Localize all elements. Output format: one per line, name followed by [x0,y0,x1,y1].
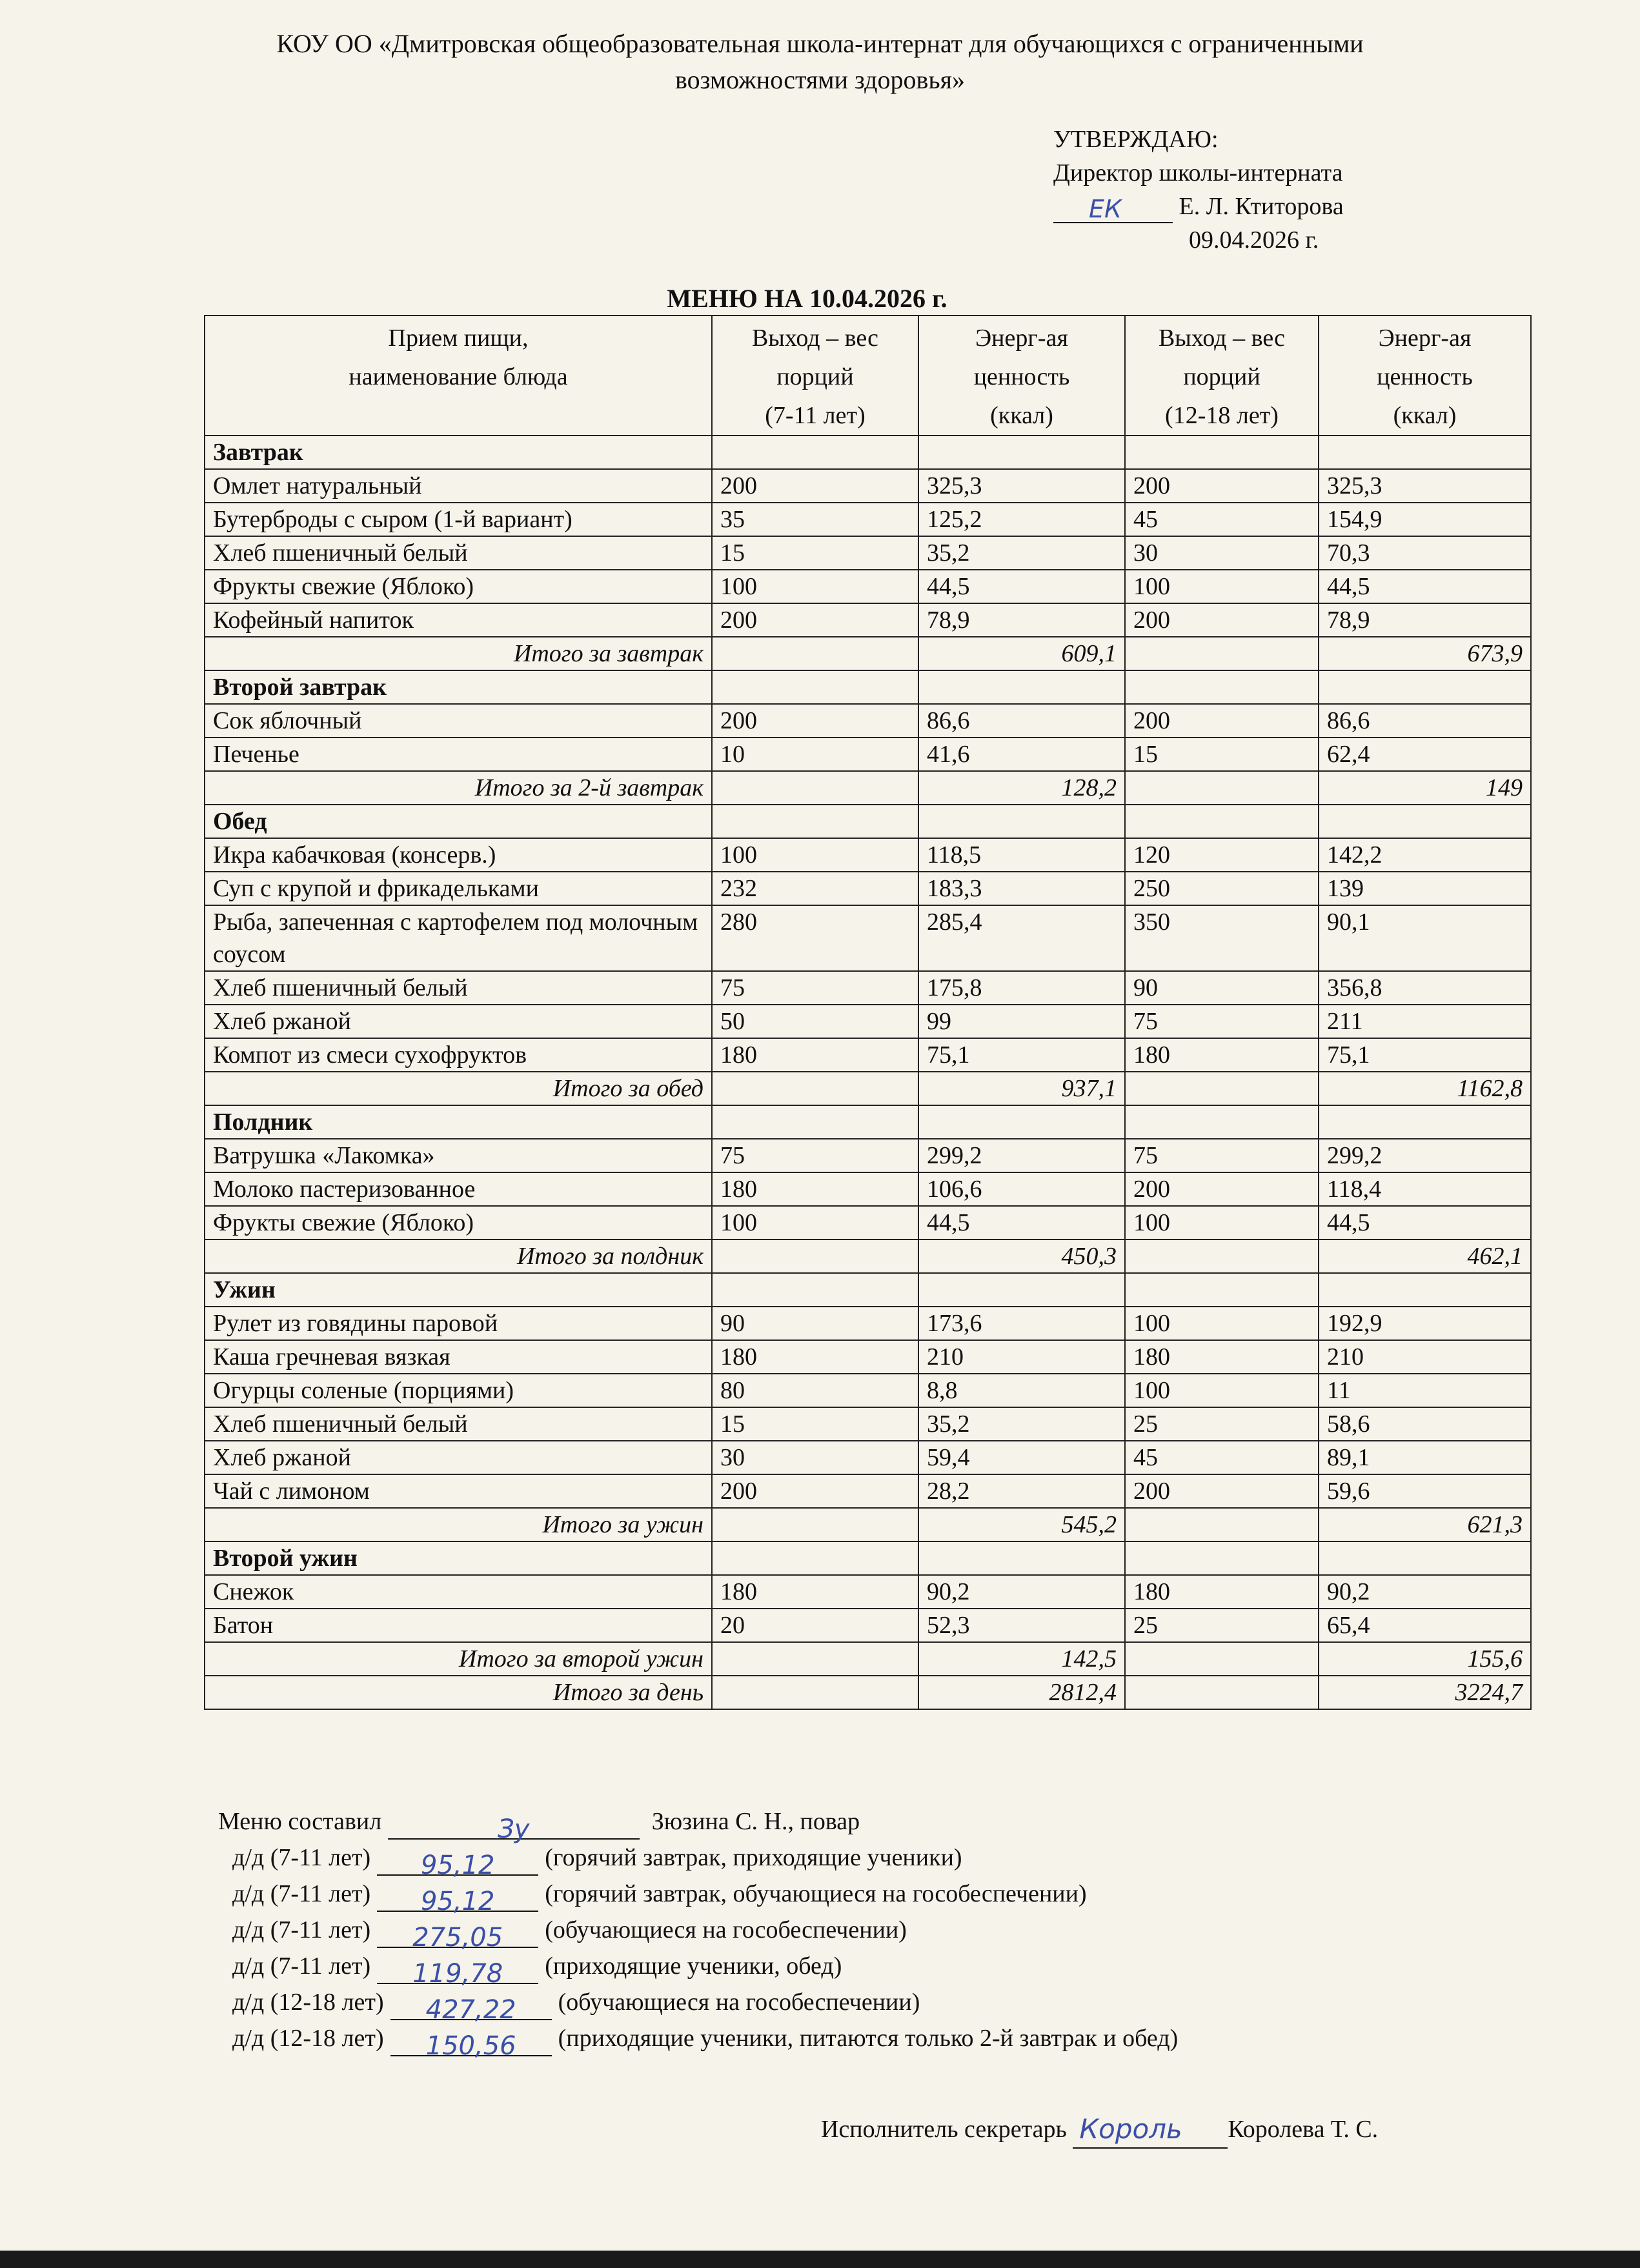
composer-row [218,1803,1178,1844]
table-row [205,1441,1531,1474]
table-row [205,1609,1531,1642]
weight-young: 50 [712,1005,918,1038]
executor-row [821,2110,1378,2149]
table-row [205,704,1531,738]
header-weight-old [1125,316,1319,436]
table-row [205,503,1531,536]
daily-cost-value: 150,56 [425,2031,516,2061]
total-energy-old: 462,1 [1319,1239,1531,1273]
energy-old: 59,6 [1319,1474,1531,1508]
header-weight-young-line-2: порций [776,363,854,390]
weight-old: 25 [1125,1609,1319,1642]
weight-young: 90 [712,1307,918,1340]
director-name: Е. Л. Ктиторова [1179,193,1344,220]
energy-young: 175,8 [918,971,1125,1005]
weight-old: 100 [1125,1307,1319,1340]
energy-old: 192,9 [1319,1307,1531,1340]
menu-title: МЕНЮ НА 10.04.2026 г. [667,284,947,313]
org-line-1: КОУ ОО «Дмитровская общеобразовательная школа-интернат для обучающихся с ограниченными [276,29,1364,58]
daily-cost-value: 95,12 [420,1887,495,1916]
composer-label: Меню составил [218,1808,382,1835]
weight-old: 200 [1125,469,1319,503]
weight-young: 30 [712,1441,918,1474]
weight-young: 200 [712,469,918,503]
dish-name: Хлеб пшеничный белый [205,1407,712,1441]
total-energy-young: 128,2 [918,771,1125,805]
table-row [205,738,1531,771]
section-header-row [205,805,1531,838]
weight-old: 120 [1125,838,1319,872]
table-row [205,1038,1531,1072]
energy-old: 142,2 [1319,838,1531,872]
energy-young: 44,5 [918,570,1125,603]
empty-cell [918,1541,1125,1575]
header-energy-old-line-3: (ккал) [1393,402,1457,429]
section-header-row [205,1273,1531,1307]
dish-name: Чай с лимоном [205,1474,712,1508]
empty-cell [1125,1072,1319,1105]
section-header-row [205,1105,1531,1139]
energy-old: 44,5 [1319,570,1531,603]
empty-cell [1319,1541,1531,1575]
weight-young: 180 [712,1340,918,1374]
total-energy-old: 621,3 [1319,1508,1531,1541]
daily-cost-rows [218,1840,1179,2061]
table-row [205,1407,1531,1441]
energy-young: 183,3 [918,872,1125,905]
day-total-energy-young: 2812,4 [918,1676,1125,1709]
dish-name: Печенье [205,738,712,771]
empty-cell [918,1105,1125,1139]
footer-block [218,1803,1179,2061]
total-label: Итого за полдник [205,1239,712,1273]
empty-cell [1125,637,1319,670]
dish-name: Компот из смеси сухофруктов [205,1038,712,1072]
energy-old: 139 [1319,872,1531,905]
table-row [205,1307,1531,1340]
dish-name: Огурцы соленые (порциями) [205,1374,712,1407]
dish-name: Кофейный напиток [205,603,712,637]
weight-young: 280 [712,905,918,971]
daily-cost-value: 119,78 [412,1959,503,1989]
weight-young: 10 [712,738,918,771]
total-label: Итого за 2-й завтрак [205,771,712,805]
energy-old: 11 [1319,1374,1531,1407]
total-label: Итого за ужин [205,1508,712,1541]
weight-old: 180 [1125,1340,1319,1374]
daily-cost-note: (приходящие ученики, обед) [545,1952,842,1980]
daily-cost-value-line [390,2027,552,2061]
total-label: Итого за завтрак [205,637,712,670]
header-energy-young-line-3: (ккал) [990,402,1053,429]
total-energy-old: 149 [1319,771,1531,805]
energy-old: 118,4 [1319,1172,1531,1206]
executor-signature-line [1073,2113,1228,2149]
total-energy-young: 937,1 [918,1072,1125,1105]
header-dish-line-2: наименование блюда [349,363,568,390]
daily-cost-row [218,1912,1178,1952]
daily-cost-note: (обучающиеся на гособеспечении) [545,1916,907,1943]
weight-young: 15 [712,536,918,570]
energy-old: 78,9 [1319,603,1531,637]
weight-old: 200 [1125,1474,1319,1508]
daily-cost-label: д/д (7-11 лет) [232,1916,371,1943]
empty-cell [712,637,918,670]
empty-cell [712,670,918,704]
header-weight-old-line-3: (12-18 лет) [1165,402,1279,429]
weight-young: 200 [712,1474,918,1508]
daily-cost-row [218,1984,1178,2025]
approval-date: 09.04.2026 г. [1189,226,1319,254]
weight-young: 200 [712,704,918,738]
empty-cell [712,805,918,838]
energy-young: 35,2 [918,1407,1125,1441]
dish-name: Молоко пастеризованное [205,1172,712,1206]
energy-old: 58,6 [1319,1407,1531,1441]
director-signature-line [1053,196,1173,223]
empty-cell [1125,1105,1319,1139]
dish-name: Хлеб ржаной [205,1005,712,1038]
empty-cell [712,1541,918,1575]
energy-young: 52,3 [918,1609,1125,1642]
table-row [205,1474,1531,1508]
weight-young: 100 [712,570,918,603]
energy-old: 75,1 [1319,1038,1531,1072]
energy-old: 154,9 [1319,503,1531,536]
empty-cell [712,436,918,469]
total-energy-young: 609,1 [918,637,1125,670]
energy-old: 70,3 [1319,536,1531,570]
energy-old: 211 [1319,1005,1531,1038]
daily-cost-label: д/д (7-11 лет) [232,1844,371,1871]
energy-young: 41,6 [918,738,1125,771]
energy-old: 62,4 [1319,738,1531,771]
empty-cell [1125,1273,1319,1307]
table-row [205,536,1531,570]
empty-cell [712,1676,918,1709]
weight-young: 15 [712,1407,918,1441]
header-dish [205,316,712,436]
table-row [205,971,1531,1005]
weight-young: 75 [712,1139,918,1172]
daily-cost-label: д/д (12-18 лет) [232,2025,384,2052]
table-row [205,838,1531,872]
day-total-row [205,1676,1531,1709]
energy-young: 299,2 [918,1139,1125,1172]
approval-block [1053,123,1344,257]
weight-young: 180 [712,1038,918,1072]
section-header-row [205,670,1531,704]
header-weight-young [712,316,918,436]
section-header-row [205,436,1531,469]
weight-old: 100 [1125,570,1319,603]
weight-old: 250 [1125,872,1319,905]
empty-cell [712,771,918,805]
executor-name: Королева Т. С. [1228,2116,1379,2143]
section-total-row [205,771,1531,805]
section-name: Полдник [205,1105,712,1139]
empty-cell [1125,805,1319,838]
dish-name: Икра кабачковая (консерв.) [205,838,712,872]
daily-cost-row [218,1840,1178,1880]
energy-young: 59,4 [918,1441,1125,1474]
weight-old: 25 [1125,1407,1319,1441]
daily-cost-value-line [377,1882,538,1916]
daily-cost-note: (горячий завтрак, приходящие ученики) [545,1844,962,1871]
section-header-row [205,1541,1531,1575]
section-total-row [205,637,1531,670]
table-row [205,1340,1531,1374]
director-signature: ЕК [1089,195,1122,223]
energy-old: 90,1 [1319,905,1531,971]
dish-name: Фрукты свежие (Яблоко) [205,1206,712,1239]
weight-old: 350 [1125,905,1319,971]
empty-cell [1319,436,1531,469]
composer-signature: Зу [498,1814,530,1844]
header-weight-young-line-1: Выход – вес [751,325,879,352]
empty-cell [712,1072,918,1105]
energy-old: 299,2 [1319,1139,1531,1172]
org-line-2: возможностями здоровья» [675,65,965,94]
energy-young: 125,2 [918,503,1125,536]
weight-young: 100 [712,1206,918,1239]
daily-cost-value-line [377,1846,538,1880]
weight-young: 232 [712,872,918,905]
energy-old: 325,3 [1319,469,1531,503]
day-total-label: Итого за день [205,1676,712,1709]
daily-cost-note: (горячий завтрак, обучающиеся на гособеспечении) [545,1880,1087,1907]
executor-signature: Король [1079,2113,1182,2145]
weight-old: 75 [1125,1139,1319,1172]
empty-cell [1125,1239,1319,1273]
empty-cell [1125,436,1319,469]
header-weight-young-line-3: (7-11 лет) [765,402,866,429]
dish-name: Рулет из говядины паровой [205,1307,712,1340]
section-name: Обед [205,805,712,838]
empty-cell [1319,670,1531,704]
table-row [205,872,1531,905]
weight-old: 200 [1125,603,1319,637]
energy-young: 99 [918,1005,1125,1038]
table-row [205,1575,1531,1609]
empty-cell [712,1105,918,1139]
composer-name: Зюзина С. Н., повар [651,1808,860,1835]
dish-name: Ватрушка «Лакомка» [205,1139,712,1172]
table-row [205,570,1531,603]
weight-old: 100 [1125,1206,1319,1239]
daily-cost-value: 427,22 [425,1995,516,2025]
energy-young: 44,5 [918,1206,1125,1239]
dish-name: Бутерброды с сыром (1-й вариант) [205,503,712,536]
total-label: Итого за второй ужин [205,1642,712,1676]
weight-old: 90 [1125,971,1319,1005]
energy-young: 210 [918,1340,1125,1374]
daily-cost-note: (приходящие ученики, питаются только 2-й завтрак и обед) [558,2025,1179,2052]
section-total-row [205,1642,1531,1676]
energy-young: 90,2 [918,1575,1125,1609]
energy-young: 75,1 [918,1038,1125,1072]
day-total-energy-old: 3224,7 [1319,1676,1531,1709]
total-energy-young: 142,5 [918,1642,1125,1676]
energy-young: 173,6 [918,1307,1125,1340]
dish-name: Хлеб пшеничный белый [205,536,712,570]
empty-cell [1125,1508,1319,1541]
empty-cell [918,805,1125,838]
table-row [205,1206,1531,1239]
empty-cell [918,436,1125,469]
dish-name: Хлеб ржаной [205,1441,712,1474]
empty-cell [918,670,1125,704]
empty-cell [712,1273,918,1307]
energy-old: 86,6 [1319,704,1531,738]
weight-old: 180 [1125,1575,1319,1609]
section-name: Второй завтрак [205,670,712,704]
weight-old: 15 [1125,738,1319,771]
header-energy-old [1319,316,1531,436]
weight-old: 45 [1125,1441,1319,1474]
empty-cell [1125,1541,1319,1575]
weight-young: 100 [712,838,918,872]
dish-name: Хлеб пшеничный белый [205,971,712,1005]
header-energy-old-line-1: Энерг-ая [1378,325,1472,352]
energy-old: 65,4 [1319,1609,1531,1642]
daily-cost-value: 95,12 [420,1851,495,1880]
weight-old: 180 [1125,1038,1319,1072]
table-row [205,603,1531,637]
section-name: Второй ужин [205,1541,712,1575]
dish-name: Сок яблочный [205,704,712,738]
daily-cost-row [218,1948,1178,1989]
total-energy-old: 1162,8 [1319,1072,1531,1105]
table-row [205,1374,1531,1407]
header-weight-old-line-1: Выход – вес [1158,325,1286,352]
energy-young: 118,5 [918,838,1125,872]
total-label: Итого за обед [205,1072,712,1105]
energy-young: 86,6 [918,704,1125,738]
empty-cell [712,1642,918,1676]
daily-cost-label: д/д (7-11 лет) [232,1880,371,1907]
empty-cell [918,1273,1125,1307]
menu-table [204,315,1532,1710]
energy-old: 90,2 [1319,1575,1531,1609]
weight-young: 180 [712,1575,918,1609]
daily-cost-value: 275,05 [412,1923,503,1952]
weight-young: 20 [712,1609,918,1642]
weight-old: 200 [1125,704,1319,738]
approval-signature-line [1053,190,1344,223]
daily-cost-label: д/д (12-18 лет) [232,1989,384,2016]
empty-cell [1319,805,1531,838]
weight-old: 75 [1125,1005,1319,1038]
section-total-row [205,1072,1531,1105]
empty-cell [1125,1676,1319,1709]
energy-old: 356,8 [1319,971,1531,1005]
total-energy-old: 155,6 [1319,1642,1531,1676]
scan-bottom-edge [0,2251,1640,2268]
organization-header [0,26,1640,98]
table-row [205,1172,1531,1206]
menu-table-body [205,436,1531,1709]
header-weight-old-line-2: порций [1183,363,1260,390]
section-name: Ужин [205,1273,712,1307]
table-row [205,469,1531,503]
empty-cell [1125,1642,1319,1676]
table-row [205,1139,1531,1172]
header-dish-line-1: Прием пищи, [388,325,529,352]
header-energy-old-line-2: ценность [1377,363,1473,390]
empty-cell [1125,771,1319,805]
dish-name: Суп с крупой и фрикадельками [205,872,712,905]
energy-young: 8,8 [918,1374,1125,1407]
approval-position: Директор школы-интерната [1053,159,1343,186]
header-energy-young-line-2: ценность [973,363,1070,390]
energy-young: 28,2 [918,1474,1125,1508]
energy-young: 35,2 [918,536,1125,570]
energy-old: 89,1 [1319,1441,1531,1474]
dish-name: Рыба, запеченная с картофелем под молочным соусом [205,905,712,971]
empty-cell [1319,1273,1531,1307]
total-energy-young: 450,3 [918,1239,1125,1273]
dish-name: Фрукты свежие (Яблоко) [205,570,712,603]
daily-cost-row [218,2020,1179,2061]
empty-cell [712,1508,918,1541]
section-name: Завтрак [205,436,712,469]
daily-cost-value-line [377,1918,538,1952]
empty-cell [1319,1105,1531,1139]
daily-cost-label: д/д (7-11 лет) [232,1952,371,1980]
header-energy-young [918,316,1125,436]
empty-cell [712,1239,918,1273]
weight-old: 200 [1125,1172,1319,1206]
dish-name: Снежок [205,1575,712,1609]
weight-young: 180 [712,1172,918,1206]
header-energy-young-line-1: Энерг-ая [975,325,1068,352]
energy-young: 285,4 [918,905,1125,971]
approval-title: УТВЕРЖДАЮ: [1053,126,1219,153]
daily-cost-note: (обучающиеся на гособеспечении) [558,1989,920,2016]
total-energy-old: 673,9 [1319,637,1531,670]
dish-name: Омлет натуральный [205,469,712,503]
energy-young: 78,9 [918,603,1125,637]
empty-cell [1125,670,1319,704]
dish-name: Батон [205,1609,712,1642]
executor-label: Исполнитель секретарь [821,2116,1067,2143]
weight-young: 80 [712,1374,918,1407]
section-total-row [205,1508,1531,1541]
daily-cost-value-line [377,1954,538,1989]
section-total-row [205,1239,1531,1273]
weight-old: 100 [1125,1374,1319,1407]
weight-young: 35 [712,503,918,536]
energy-young: 325,3 [918,469,1125,503]
table-row [205,1005,1531,1038]
energy-old: 44,5 [1319,1206,1531,1239]
daily-cost-row [218,1876,1178,1916]
daily-cost-value-line [390,1991,552,2025]
composer-signature-line [388,1810,640,1844]
dish-name: Каша гречневая вязкая [205,1340,712,1374]
weight-old: 45 [1125,503,1319,536]
table-row [205,905,1531,971]
weight-young: 75 [712,971,918,1005]
energy-old: 210 [1319,1340,1531,1374]
weight-old: 30 [1125,536,1319,570]
energy-young: 106,6 [918,1172,1125,1206]
weight-young: 200 [712,603,918,637]
table-header-row [205,316,1531,436]
total-energy-young: 545,2 [918,1508,1125,1541]
